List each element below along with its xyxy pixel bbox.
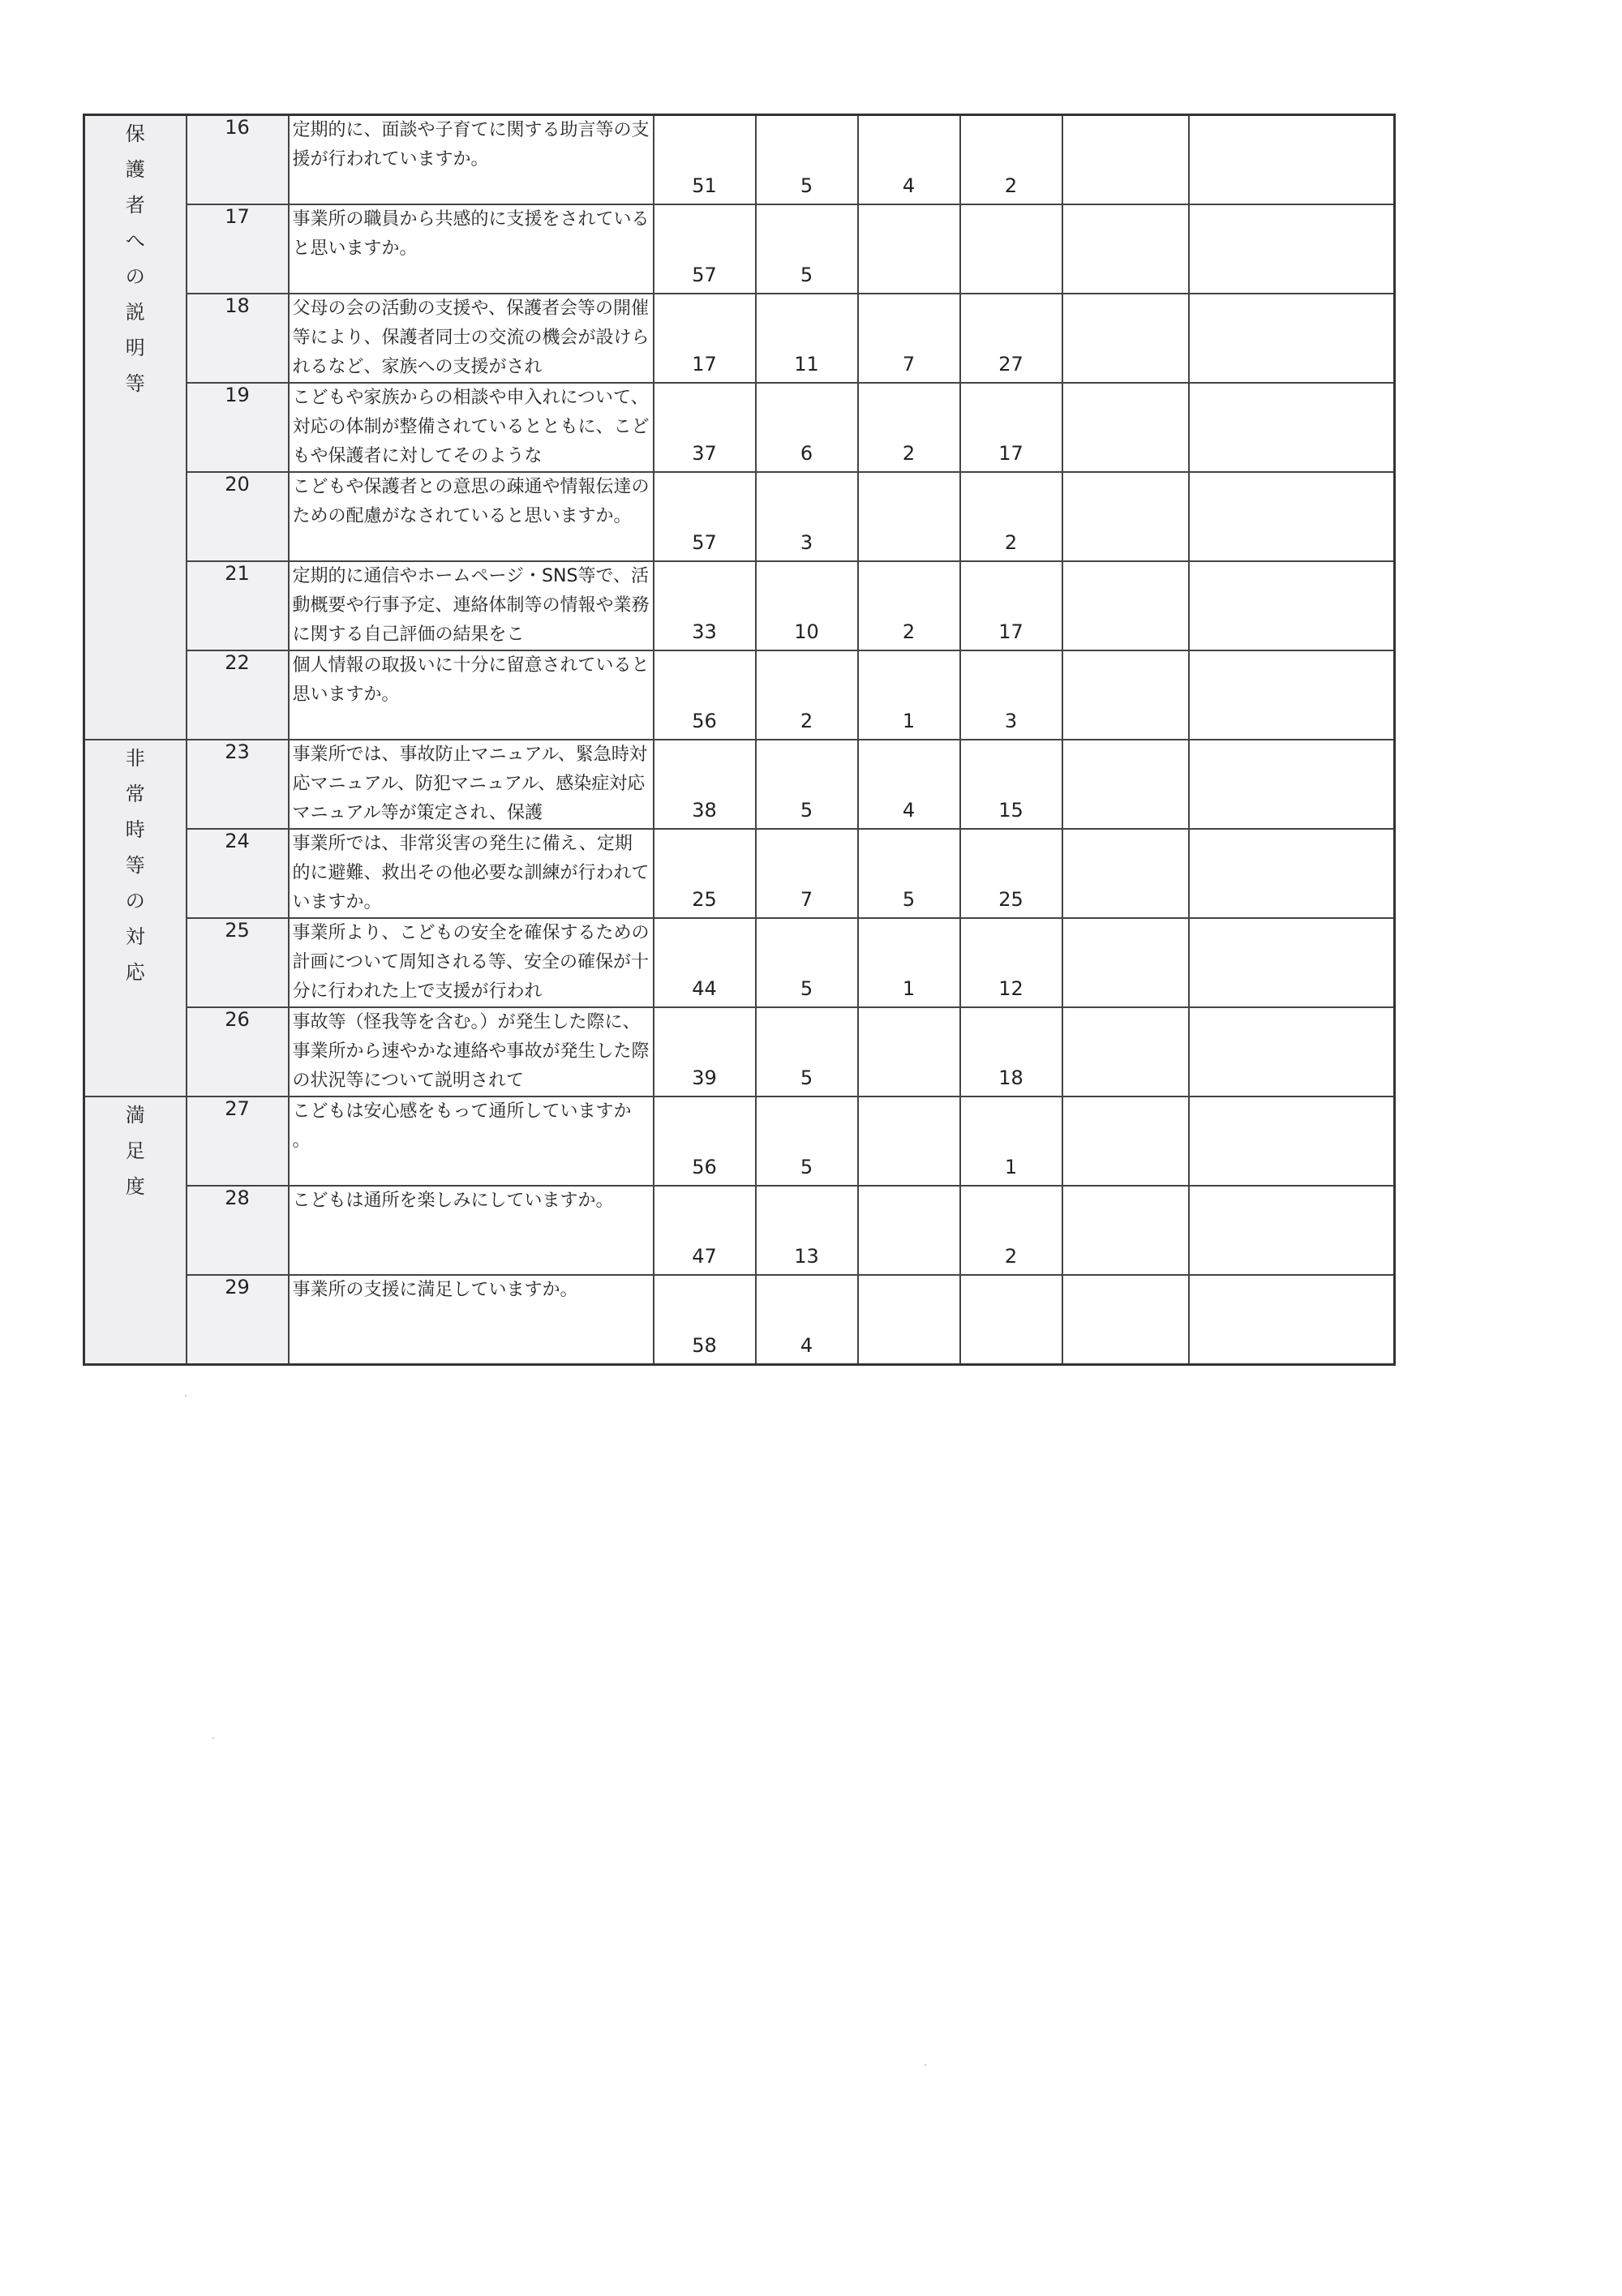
answer-count-cell-2: [756, 1186, 858, 1275]
answer-count: 17: [998, 620, 1023, 643]
answer-count-cell-3: [858, 383, 960, 472]
answer-count: 5: [800, 264, 813, 286]
answer-count: 17: [692, 353, 717, 376]
answer-count: 2: [1004, 1245, 1018, 1268]
category-cell: [84, 115, 187, 740]
answer-count-cell-2: [756, 1275, 858, 1365]
blank-cell: [1189, 740, 1395, 829]
blank-cell: [1062, 294, 1189, 383]
blank-cell: [1189, 383, 1395, 472]
answer-count-cell-2: [756, 1097, 858, 1186]
answer-count-cell-2: [756, 472, 858, 561]
item-number: 17: [187, 204, 289, 294]
answer-count: 5: [902, 888, 916, 911]
answer-count-cell-1: [654, 650, 756, 740]
blank-cell: [1062, 1007, 1189, 1097]
answer-count-cell-3: [858, 1097, 960, 1186]
answer-count-cell-1: [654, 561, 756, 650]
answer-count-cell-4: [960, 918, 1062, 1007]
answer-count: 7: [800, 888, 813, 911]
table-row: [84, 1186, 1395, 1275]
answer-count: 3: [1004, 710, 1018, 732]
answer-count: 15: [998, 799, 1023, 822]
answer-count-cell-3: [858, 1275, 960, 1365]
answer-count-cell-1: [654, 829, 756, 918]
item-number: 26: [187, 1007, 289, 1097]
answer-count-cell-1: [654, 115, 756, 205]
answer-count: 1: [1004, 1156, 1018, 1178]
answer-count-cell-1: [654, 294, 756, 383]
answer-count: 18: [998, 1066, 1023, 1089]
item-number: 21: [187, 561, 289, 650]
answer-count: 12: [998, 977, 1023, 1000]
blank-cell: [1062, 561, 1189, 650]
question-text: 父母の会の活動の支援や、保護者会等の開催等により、保護者同士の交流の機会が設けられるなど、家族への支援がされ: [292, 298, 650, 377]
answer-count: 1: [902, 710, 916, 732]
table-row: [84, 740, 1395, 829]
answer-count: 5: [800, 977, 813, 1000]
answer-count-cell-4: [960, 1007, 1062, 1097]
survey-results-table: [83, 114, 1396, 1366]
answer-count: 58: [692, 1334, 717, 1357]
table-row: [84, 1275, 1395, 1365]
blank-cell: [1062, 472, 1189, 561]
answer-count: 37: [692, 442, 717, 465]
question-cell: [289, 650, 654, 740]
answer-count: 56: [692, 1156, 717, 1178]
answer-count-cell-3: [858, 561, 960, 650]
blank-cell: [1189, 1097, 1395, 1186]
question-cell: [289, 472, 654, 561]
answer-count-cell-4: [960, 383, 1062, 472]
answer-count: 38: [692, 799, 717, 822]
answer-count-cell-4: [960, 650, 1062, 740]
answer-count-cell-2: [756, 1007, 858, 1097]
blank-cell: [1062, 650, 1189, 740]
answer-count: 4: [800, 1334, 813, 1357]
blank-cell: [1189, 1007, 1395, 1097]
answer-count-cell-3: [858, 294, 960, 383]
blank-cell: [1062, 204, 1189, 294]
blank-cell: [1062, 740, 1189, 829]
question-cell: [289, 1007, 654, 1097]
blank-cell: [1062, 115, 1189, 205]
table-row: [84, 650, 1395, 740]
answer-count: 2: [800, 710, 813, 732]
answer-count-cell-4: [960, 115, 1062, 205]
table-row: [84, 1007, 1395, 1097]
answer-count: 2: [1004, 531, 1018, 554]
scan-speck: [925, 2064, 926, 2066]
answer-count-cell-1: [654, 1007, 756, 1097]
question-cell: [289, 561, 654, 650]
blank-cell: [1062, 829, 1189, 918]
question-text: こどもは安心感をもって通所していますか 。: [292, 1101, 632, 1151]
table-row: [84, 472, 1395, 561]
answer-count-cell-2: [756, 294, 858, 383]
item-number: 24: [187, 829, 289, 918]
question-cell: [289, 204, 654, 294]
answer-count: 25: [692, 888, 717, 911]
answer-count-cell-1: [654, 1186, 756, 1275]
question-text: 事業所の職員から共感的に支援をされていると思いますか。: [292, 209, 650, 259]
blank-cell: [1062, 1186, 1189, 1275]
answer-count: 13: [794, 1245, 819, 1268]
blank-cell: [1189, 561, 1395, 650]
answer-count: 10: [794, 620, 819, 643]
question-text: 定期的に、面談や子育てに関する助言等の支援が行われていますか。: [292, 120, 650, 170]
answer-count-cell-4: [960, 561, 1062, 650]
answer-count: 2: [902, 620, 916, 643]
blank-cell: [1189, 918, 1395, 1007]
item-number: 25: [187, 918, 289, 1007]
answer-count: 5: [800, 799, 813, 822]
table-row: [84, 294, 1395, 383]
blank-cell: [1189, 829, 1395, 918]
answer-count: 4: [902, 799, 916, 822]
answer-count-cell-2: [756, 918, 858, 1007]
question-cell: [289, 294, 654, 383]
answer-count-cell-3: [858, 115, 960, 205]
table-row: [84, 918, 1395, 1007]
question-text: 事業所では、非常災害の発生に備え、定期的に避難、救出その他必要な訓練が行われていますか。: [292, 834, 650, 912]
answer-count-cell-3: [858, 1186, 960, 1275]
table-row: [84, 829, 1395, 918]
answer-count: 5: [800, 174, 813, 197]
question-text: こどもは通所を楽しみにしていますか。: [292, 1191, 614, 1211]
blank-cell: [1189, 650, 1395, 740]
blank-cell: [1062, 1275, 1189, 1365]
scan-speck: [212, 1737, 214, 1739]
blank-cell: [1189, 115, 1395, 205]
answer-count: 27: [998, 353, 1023, 376]
category-cell: [84, 740, 187, 1097]
answer-count: 44: [692, 977, 717, 1000]
table-row: [84, 204, 1395, 294]
answer-count: 5: [800, 1066, 813, 1089]
answer-count-cell-2: [756, 650, 858, 740]
question-cell: [289, 918, 654, 1007]
answer-count: 2: [1004, 174, 1018, 197]
answer-count-cell-2: [756, 115, 858, 205]
item-number: 20: [187, 472, 289, 561]
question-text: こどもや家族からの相談や申入れについて、対応の体制が整備されているとともに、こどもや保護者に対してそのような: [292, 388, 650, 466]
answer-count-cell-4: [960, 294, 1062, 383]
answer-count-cell-3: [858, 918, 960, 1007]
blank-cell: [1189, 1275, 1395, 1365]
answer-count: 57: [692, 264, 717, 286]
answer-count-cell-3: [858, 1007, 960, 1097]
question-text: 事業所より、こどもの安全を確保するための計画について周知される等、安全の確保が十分に行われた上で支援が行われ: [292, 923, 650, 1002]
question-cell: [289, 829, 654, 918]
category-label: 満足度: [125, 1104, 145, 1198]
answer-count: 25: [998, 888, 1023, 911]
answer-count: 2: [902, 442, 916, 465]
answer-count-cell-2: [756, 829, 858, 918]
item-number: 18: [187, 294, 289, 383]
table-row: [84, 115, 1395, 205]
question-text: 個人情報の取扱いに十分に留意されていると思いますか。: [292, 655, 650, 705]
blank-cell: [1189, 294, 1395, 383]
blank-cell: [1062, 918, 1189, 1007]
question-text: 事故等（怪我等を含む。）が発生した際に、事業所から速やかな連絡や事故が発生した際の状況等について説明されて: [292, 1012, 650, 1091]
question-cell: [289, 740, 654, 829]
answer-count-cell-1: [654, 1275, 756, 1365]
answer-count: 33: [692, 620, 717, 643]
answer-count: 47: [692, 1245, 717, 1268]
question-text: こどもや保護者との意思の疎通や情報伝達のための配慮がなされていると思いますか。: [292, 477, 650, 526]
answer-count: 56: [692, 710, 717, 732]
blank-cell: [1062, 1097, 1189, 1186]
answer-count-cell-4: [960, 1275, 1062, 1365]
answer-count-cell-4: [960, 829, 1062, 918]
item-number: 27: [187, 1097, 289, 1186]
blank-cell: [1189, 204, 1395, 294]
category-cell: [84, 1097, 187, 1365]
answer-count-cell-4: [960, 1186, 1062, 1275]
answer-count: 11: [794, 353, 819, 376]
item-number: 19: [187, 383, 289, 472]
table-row: [84, 1097, 1395, 1186]
table-row: [84, 561, 1395, 650]
answer-count-cell-1: [654, 383, 756, 472]
answer-count-cell-3: [858, 740, 960, 829]
answer-count-cell-1: [654, 1097, 756, 1186]
answer-count-cell-3: [858, 472, 960, 561]
answer-count-cell-4: [960, 204, 1062, 294]
answer-count-cell-4: [960, 472, 1062, 561]
answer-count-cell-3: [858, 650, 960, 740]
answer-count: 1: [902, 977, 916, 1000]
table-row: [84, 383, 1395, 472]
answer-count-cell-2: [756, 740, 858, 829]
blank-cell: [1189, 1186, 1395, 1275]
answer-count-cell-2: [756, 383, 858, 472]
answer-count-cell-4: [960, 740, 1062, 829]
question-cell: [289, 383, 654, 472]
answer-count: 4: [902, 174, 916, 197]
answer-count-cell-2: [756, 204, 858, 294]
question-cell: [289, 115, 654, 205]
answer-count: 39: [692, 1066, 717, 1089]
answer-count: 57: [692, 531, 717, 554]
item-number: 29: [187, 1275, 289, 1365]
answer-count: 7: [902, 353, 916, 376]
question-cell: [289, 1275, 654, 1365]
answer-count: 6: [800, 442, 813, 465]
scan-speck: [185, 1395, 187, 1397]
question-text: 事業所では、事故防止マニュアル、緊急時対応マニュアル、防犯マニュアル、感染症対応マニュアル等が策定され、保護: [292, 745, 647, 823]
answer-count-cell-2: [756, 561, 858, 650]
answer-count-cell-1: [654, 204, 756, 294]
item-number: 23: [187, 740, 289, 829]
question-text: 事業所の支援に満足していますか。: [292, 1280, 578, 1300]
answer-count-cell-4: [960, 1097, 1062, 1186]
category-label: 保護者への説明等: [125, 122, 145, 395]
question-text: 定期的に通信やホームページ・SNS等で、活動概要や行事予定、連絡体制等の情報や業務に関する自己評価の結果をこ: [292, 566, 650, 645]
answer-count-cell-1: [654, 472, 756, 561]
item-number: 28: [187, 1186, 289, 1275]
question-cell: [289, 1186, 654, 1275]
item-number: 16: [187, 115, 289, 205]
table-body: [84, 115, 1395, 1365]
answer-count: 51: [692, 174, 717, 197]
answer-count-cell-1: [654, 918, 756, 1007]
answer-count: 3: [800, 531, 813, 554]
answer-count-cell-1: [654, 740, 756, 829]
category-label: 非常時等の対応: [125, 747, 145, 984]
answer-count: 5: [800, 1156, 813, 1178]
answer-count: 17: [998, 442, 1023, 465]
answer-count-cell-3: [858, 829, 960, 918]
question-cell: [289, 1097, 654, 1186]
blank-cell: [1062, 383, 1189, 472]
blank-cell: [1189, 472, 1395, 561]
answer-count-cell-3: [858, 204, 960, 294]
item-number: 22: [187, 650, 289, 740]
